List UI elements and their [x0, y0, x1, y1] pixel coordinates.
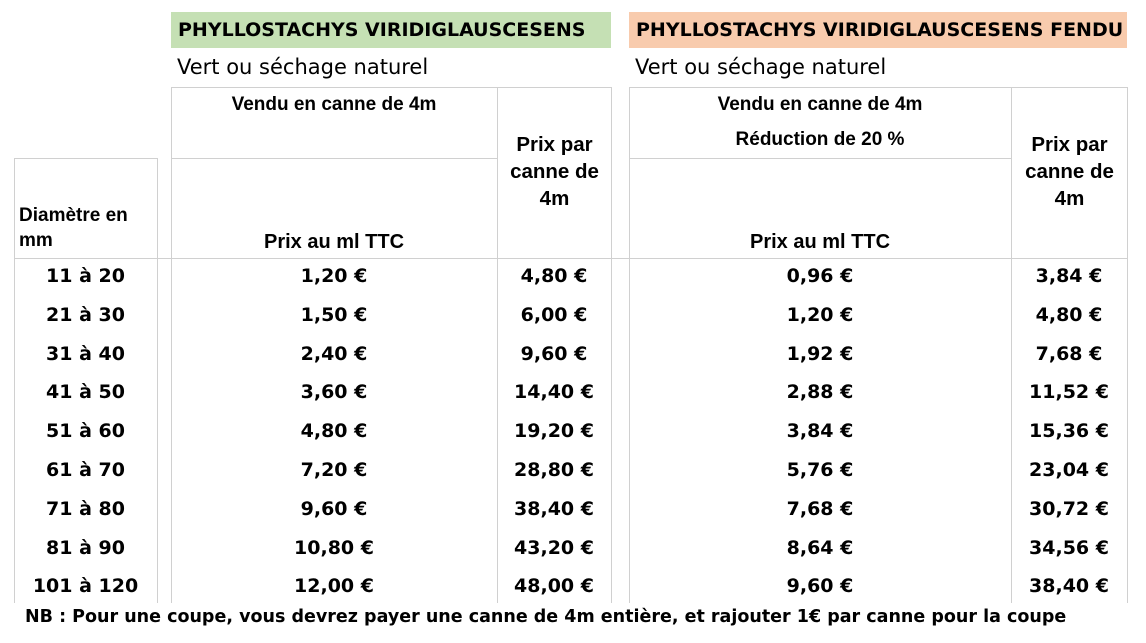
diameter-cell: 51 à 60: [46, 420, 125, 443]
table-a-ml-cell: 10,80 €: [294, 536, 374, 559]
table-a-canne-cell: 43,20 €: [514, 536, 594, 559]
table-a-ml-header: Prix au ml TTC: [263, 231, 405, 253]
table-b-right-border: [1127, 87, 1128, 603]
table-b-top-border: [629, 87, 1127, 88]
table-b-canne-cell: 38,40 €: [1029, 575, 1109, 598]
table-b-group-subheader: Réduction de 20 %: [735, 129, 905, 150]
diameter-cell: 41 à 50: [46, 381, 125, 404]
table-a-group-header: Vendu en canne de 4m: [231, 94, 437, 115]
table-a-ml-cell: 12,00 €: [294, 575, 374, 598]
table-a-ml-cell: 2,40 €: [300, 342, 368, 365]
table-a-ml-cell: 1,50 €: [300, 303, 368, 326]
table-a-canne-cell: 38,40 €: [514, 497, 594, 520]
table-a-ml-cell: 3,60 €: [300, 381, 368, 404]
footnote: NB : Pour une coupe, vous devrez payer une canne de 4m entière, et rajouter 1€ par canne pour la coupe: [25, 607, 1067, 627]
table-a-canne-cell: 6,00 €: [520, 303, 588, 326]
diameter-cell: 81 à 90: [46, 536, 125, 559]
table-b-subtitle: Vert ou séchage naturel: [635, 55, 887, 79]
table-a-canne-cell: 28,80 €: [514, 459, 594, 481]
table-a-ml-cell: 7,20 €: [300, 459, 368, 481]
table-a-canne-header: Prix par canne de 4m: [510, 133, 599, 210]
diameter-cell: 71 à 80: [46, 497, 125, 520]
table-b-ml-cell: 8,64 €: [786, 536, 854, 559]
diam-right-border: [157, 158, 158, 603]
table-a-ml-cell: 9,60 €: [300, 497, 368, 520]
table-b-canne-cell: 3,84 €: [1035, 265, 1103, 287]
table-b-canne-cell: 4,80 €: [1035, 303, 1103, 326]
table-b-canne-cell: 23,04 €: [1029, 459, 1109, 481]
table-b-canne-cell: 30,72 €: [1029, 497, 1109, 520]
table-b-ml-header: Prix au ml TTC: [749, 231, 891, 253]
table-a-top-border: [171, 87, 611, 88]
table-a-canne-cell: 14,40 €: [514, 381, 594, 404]
table-a-right-border: [611, 87, 612, 603]
table-a-canne-cell: 19,20 €: [514, 420, 594, 443]
table-a-ml-cell: 4,80 €: [300, 420, 368, 443]
table-a-subtitle: Vert ou séchage naturel: [177, 55, 429, 79]
table-b-ml-cell: 2,88 €: [786, 381, 854, 404]
diameter-cell: 31 à 40: [46, 342, 125, 365]
diameter-header: Diamètre en mm: [19, 205, 128, 251]
table-a-canne-cell: 9,60 €: [520, 342, 588, 365]
table-b-canne-header: Prix par canne de 4m: [1025, 133, 1114, 210]
table-b-group-header: Vendu en canne de 4m: [717, 94, 923, 115]
diameter-cell: 61 à 70: [46, 459, 125, 481]
table-b-ml-cell: 1,20 €: [786, 303, 854, 326]
table-b-ml-cell: 3,84 €: [786, 420, 854, 443]
table-b-ml-cell: 7,68 €: [786, 497, 854, 520]
table-a-canne-cell: 48,00 €: [514, 575, 594, 598]
diam-top-border: [14, 158, 157, 159]
table-b-mid-border: [629, 158, 1011, 159]
table-b-canne-cell: 11,52 €: [1029, 381, 1109, 404]
table-a-title: PHYLLOSTACHYS VIRIDIGLAUSCESENS: [171, 12, 611, 48]
table-b-title: PHYLLOSTACHYS VIRIDIGLAUSCESENS FENDU: [629, 12, 1127, 48]
table-a-mid-border: [171, 158, 497, 159]
table-b-canne-cell: 15,36 €: [1029, 420, 1109, 443]
table-a-canne-cell: 4,80 €: [520, 265, 588, 287]
table-b-canne-cell: 7,68 €: [1035, 342, 1103, 365]
table-b-ml-cell: 0,96 €: [786, 265, 854, 287]
diameter-cell: 11 à 20: [46, 265, 125, 287]
table-a-ml-cell: 1,20 €: [300, 265, 368, 287]
diameter-cell: 21 à 30: [46, 303, 125, 326]
table-b-ml-cell: 1,92 €: [786, 342, 854, 365]
diameter-cell: 101 à 120: [32, 575, 139, 598]
table-b-ml-cell: 9,60 €: [786, 575, 854, 598]
table-b-canne-cell: 34,56 €: [1029, 536, 1109, 559]
table-b-ml-cell: 5,76 €: [786, 459, 854, 481]
